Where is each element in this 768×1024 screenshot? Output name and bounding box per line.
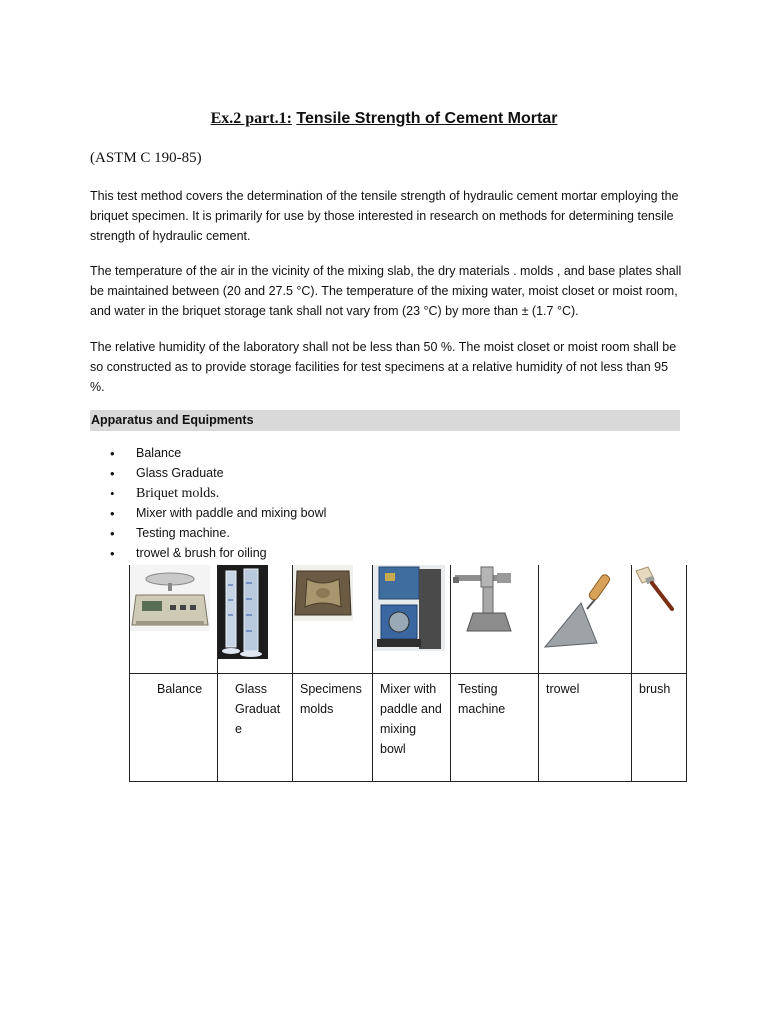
table-row-images bbox=[130, 565, 687, 674]
table-cell bbox=[293, 565, 373, 674]
equipment-table bbox=[129, 565, 687, 782]
bullet-icon: • bbox=[110, 446, 115, 461]
document-title bbox=[0, 108, 768, 130]
testing-machine-photo bbox=[451, 565, 531, 635]
list-item bbox=[110, 524, 326, 544]
specimen-mold-photo bbox=[293, 565, 353, 621]
table-cell: Mixer with paddle and mixing bowl bbox=[373, 674, 451, 782]
table-cell bbox=[539, 565, 632, 674]
paragraph-temperature: The temperature of the air in the vicinity of the mixing slab, the dry materials . molds , and base plates shall be maintained between (20 and 27.5 °C). The temperature of the mixing water, moist closet or moist room, and water in the briquet storage tank shall not vary from (23 °C) by more than ± (1.7 °C). bbox=[90, 264, 682, 318]
paragraph-humidity: The relative humidity of the laboratory shall not be less than 50 %. The moist closet or moist room shall be so constructed as to provide storage facilities for test specimens at a relative humidity of not less than 95 %. bbox=[90, 340, 677, 394]
list-item bbox=[110, 444, 326, 464]
bullet-icon: • bbox=[110, 526, 115, 541]
bullet-icon: • bbox=[110, 466, 115, 481]
brush-photo bbox=[632, 565, 678, 615]
table-row-labels bbox=[130, 674, 687, 782]
bullet-icon: • bbox=[110, 506, 115, 521]
section-heading-apparatus: Apparatus and Equipments bbox=[90, 410, 680, 431]
table-cell bbox=[373, 565, 451, 674]
list-item-label: Mixer with paddle and mixing bowl bbox=[136, 506, 327, 520]
list-item-label: Glass Graduate bbox=[136, 466, 224, 480]
list-item bbox=[110, 504, 326, 524]
title-main: Tensile Strength of Cement Mortar bbox=[296, 110, 558, 127]
list-item bbox=[110, 464, 326, 484]
standard-reference: (ASTM C 190-85) bbox=[90, 150, 202, 166]
list-item bbox=[110, 544, 326, 564]
table-cell: Specimens molds bbox=[293, 674, 373, 782]
table-cell: trowel bbox=[539, 674, 632, 782]
table-cell: Balance bbox=[130, 674, 218, 782]
list-item-label: trowel & brush for oiling bbox=[136, 546, 267, 560]
bullet-icon: • bbox=[110, 486, 115, 501]
table-cell: brush bbox=[632, 674, 687, 782]
trowel-photo bbox=[539, 565, 621, 651]
table-cell bbox=[451, 565, 539, 674]
table-cell bbox=[632, 565, 687, 674]
list-item-label: Briquet molds. bbox=[136, 486, 220, 501]
list-item-label: Testing machine. bbox=[136, 526, 230, 540]
list-item-label: Balance bbox=[136, 446, 182, 460]
bullet-icon: • bbox=[110, 546, 115, 561]
paragraph-scope: This test method covers the determination of the tensile strength of hydraulic cement mortar employing the briquet specimen. It is primarily for use by those interested in research on methods for determining tensile strength of hydraulic cement. bbox=[90, 189, 679, 243]
table-cell bbox=[130, 565, 218, 674]
title-prefix: Ex.2 part.1: bbox=[210, 110, 292, 127]
table-cell: Glass Graduat e bbox=[218, 674, 293, 782]
table-cell: Testing machine bbox=[451, 674, 539, 782]
balance-photo bbox=[130, 565, 210, 631]
glass-graduate-photo bbox=[218, 565, 268, 659]
table-cell bbox=[218, 565, 293, 674]
mixer-photo bbox=[373, 565, 445, 651]
apparatus-list bbox=[110, 444, 326, 564]
list-item bbox=[110, 484, 326, 504]
